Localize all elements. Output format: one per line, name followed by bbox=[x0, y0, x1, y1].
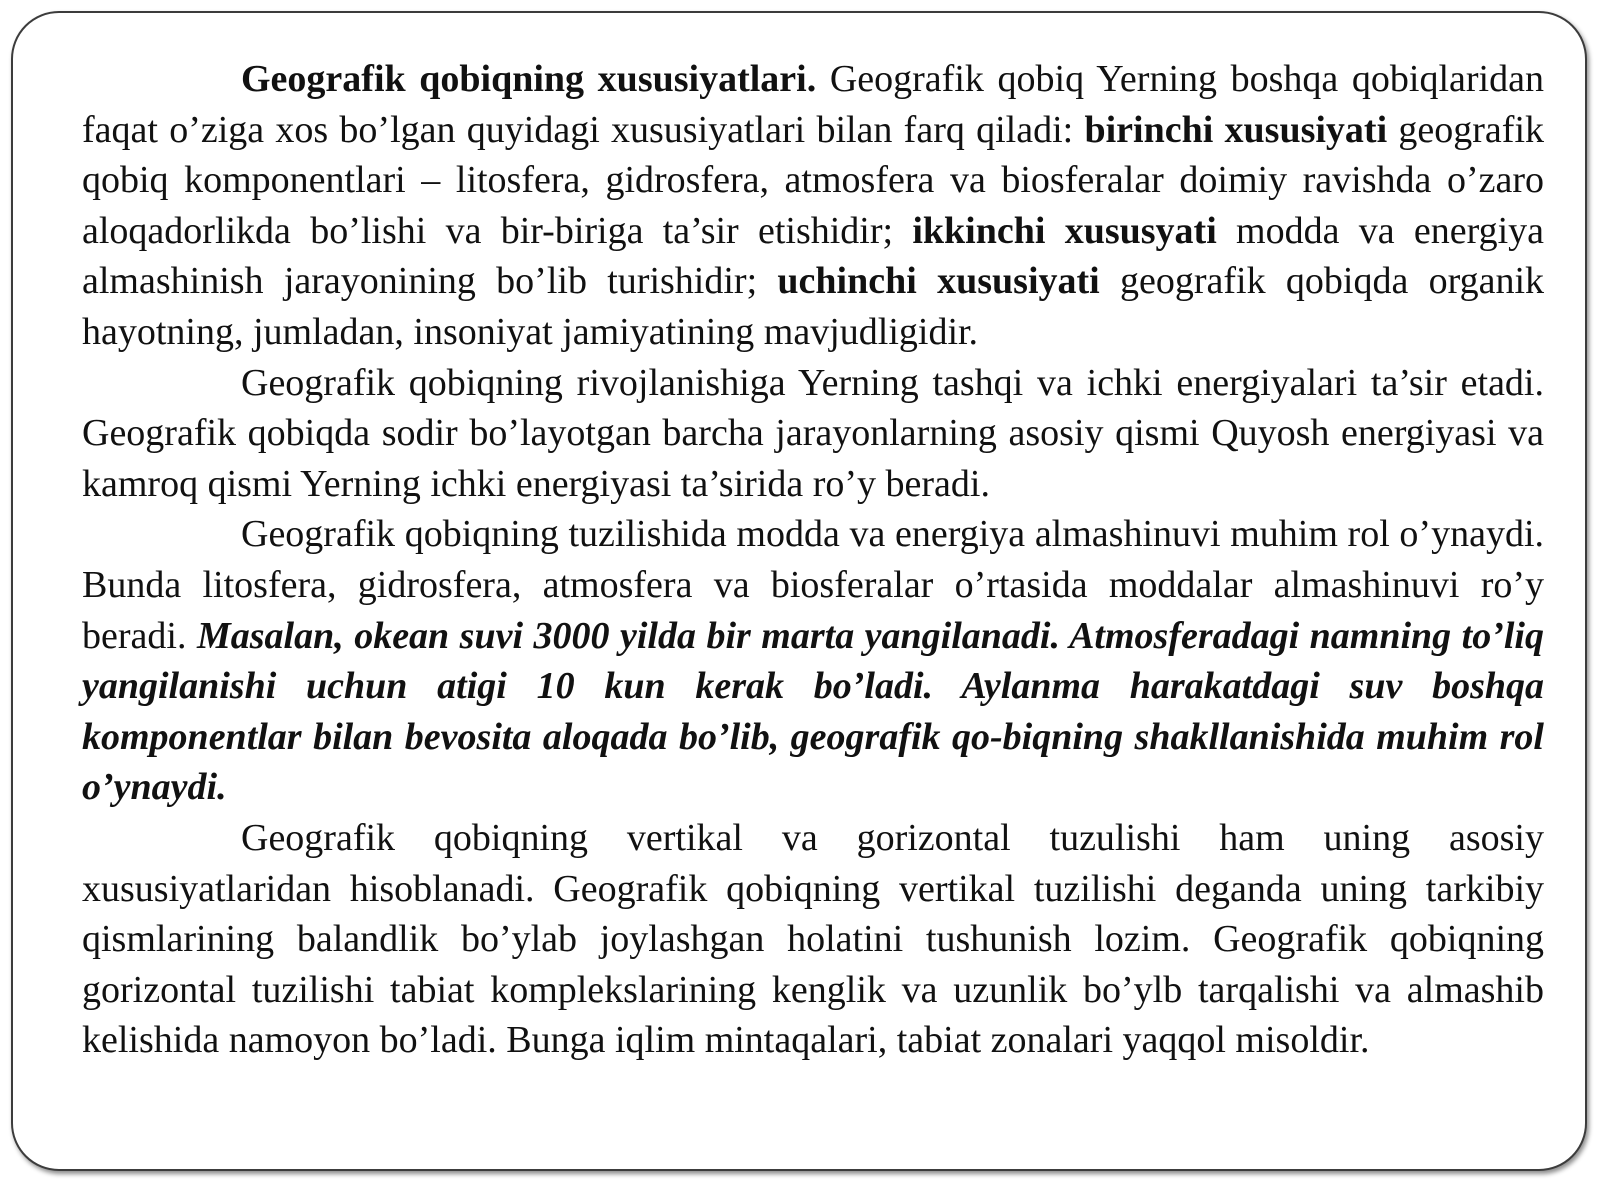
text-run: modda va energiya almashinish jarayonining bo’lib turishidir; bbox=[82, 209, 1544, 303]
text-block bbox=[82, 54, 1544, 1066]
text-run: Geografik qobiqning tuzilishida modda va energiya almashinuvi muhim rol o’ynaydi. Bunda litosfera, gidrosfera, atmosfera va biosferalar o’rtasida moddalar almashinuvi ro’y beradi. bbox=[82, 513, 1544, 657]
second-property-label: ikkinchi xususyati bbox=[912, 209, 1217, 252]
paragraph-structure bbox=[82, 813, 1544, 1066]
first-property-label: birinchi xususiyati bbox=[1084, 108, 1388, 151]
text-run: geografik qobiq komponentlari – litosfera, gidrosfera, atmosfera va biosferalar doimiy ravishda o’zaro aloqadorlikda bo’lishi va bir-biriga ta’sir etishidir; bbox=[82, 108, 1545, 252]
paragraph-properties bbox=[82, 54, 1544, 358]
paragraph-heading: Geografik qobiqning xususiyatlari. bbox=[241, 58, 817, 100]
paragraph-exchange bbox=[82, 509, 1544, 813]
third-property-label: uchinchi xususiyati bbox=[777, 260, 1100, 303]
text-run: Geografik qobiq Yerning boshqa qobiqlaridan faqat o’ziga xos bo’lgan quyidagi xususiyatlari bilan farq qiladi: bbox=[82, 58, 1544, 151]
text-run: geografik qobiqda organik hayotning, jumladan, insoniyat jamiyatining mavjudligidir. bbox=[82, 260, 1544, 353]
text-run: Geografik qobiqning rivojlanishiga Yerning tashqi va ichki energiyalari ta’sir etadi. Geografik qobiqda sodir bo’layotgan barcha jarayonlarning asosiy qismi Quyosh energiyasi va kamroq qismi Yerning ichki energiyasi ta’sirida ro’y beradi. bbox=[82, 361, 1544, 505]
emphasized-example: Masalan, okean suvi 3000 yilda bir marta yangilanadi. Atmosferadagi namning to’liq yangilanishi uchun atigi 10 kun kerak bo’ladi. Aylanma harakatdagi suv boshqa komponentlar bilan bevosita aloqada bo’lib, geografik qo-biqning shakllanishida muhim rol o’ynaydi. bbox=[82, 614, 1544, 809]
slide-frame bbox=[11, 11, 1587, 1171]
text-run: Geografik qobiqning vertikal va gorizontal tuzulishi ham uning asosiy xususiyatlaridan hisoblanadi. Geografik qobiqning vertikal tuzilishi deganda uning tarkibiy qismlarining balandlik bo’ylab joylashgan holatini tushunish lozim. Geografik qobiqning gorizontal tuzilishi tabiat komplekslarining kenglik va uzunlik bo’ylb tarqalishi va almashib kelishida namoyon bo’ladi. Bunga iqlim mintaqalari, tabiat zonalari yaqqol misoldir. bbox=[82, 816, 1544, 1062]
paragraph-energy bbox=[82, 358, 1544, 510]
